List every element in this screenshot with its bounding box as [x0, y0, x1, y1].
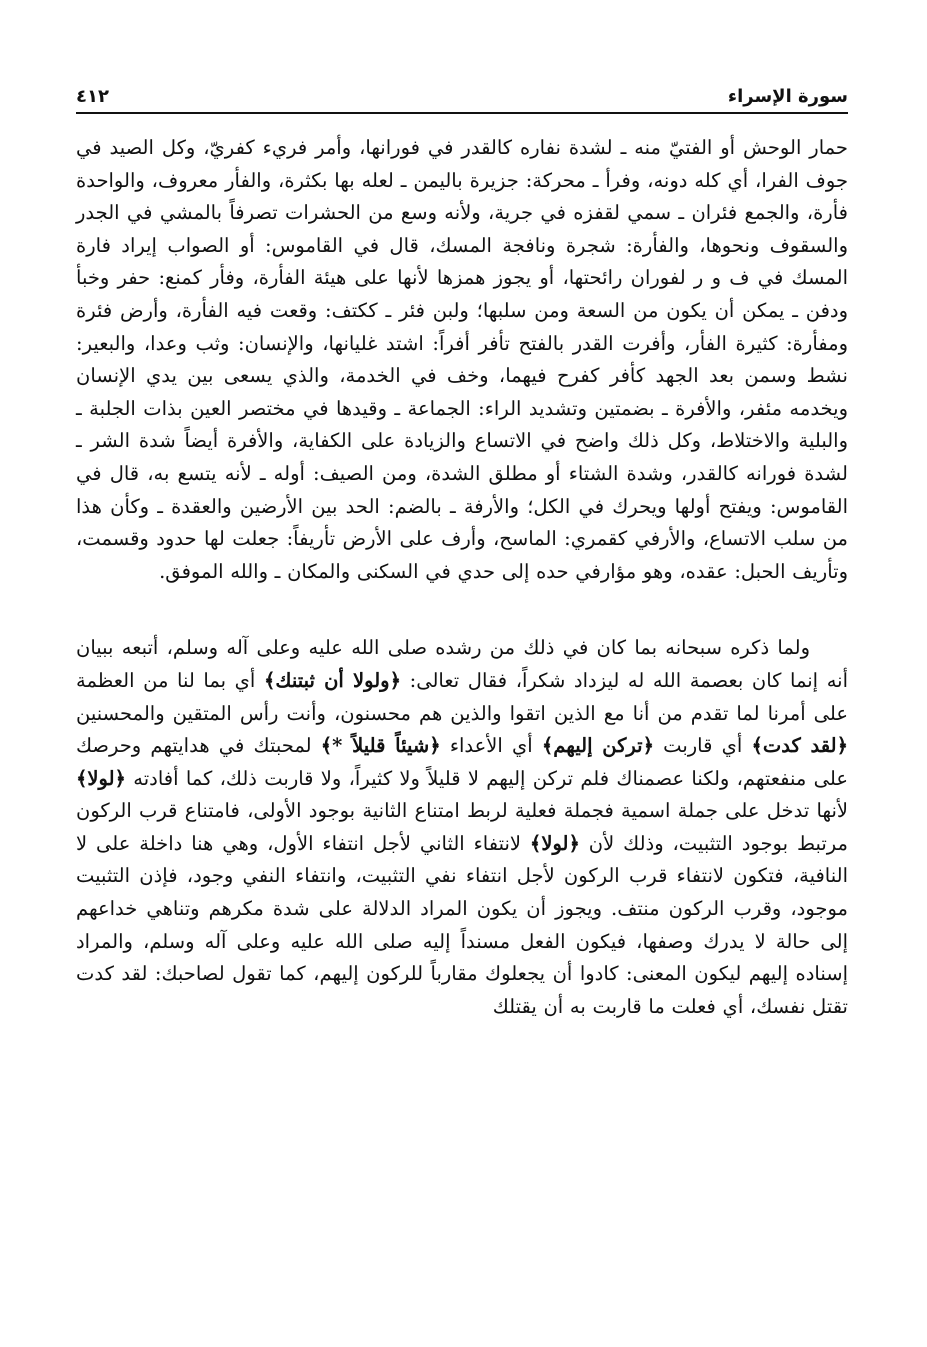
text-segment: لمحبتك في هدايتهم وحرصك على منفعتهم، ولكنا عصمناك فلم تركن إليهم لا قليلاً ولا كثيراً، ولا قاربت ذلك، كما أفادته [76, 734, 848, 790]
text-segment: أي قاربت [654, 734, 752, 758]
page-number: ٤١٢ [76, 86, 109, 107]
quran-quote: ﴿لولا﴾ [529, 831, 580, 855]
text-segment: لانتفاء الثاني لأجل انتفاء الأول، وهي هنا داخلة على لا النافية، فتكون لانتفاء قرب الركون لأجل انتفاء نفي التثبيت، وانتفاء النفي وجود، فإذن التثبيت موجود، وقرب الركون منتف. ويجوز أن يكون المراد الدلالة على شدة مكرهم وتناهي خداعهم إلى حالة لا يدرك وصفها، فيكون الفعل مسنداً إليه صلى الله عليه وعلى آله وسلم، والمراد إسناده إليهم ليكون المعنى: كادوا أن يجعلوك مقارباً للركون إليهم، كما تقول لصاحبك: لقد كدت تقتل نفسك، أي فعلت ما قاربت به أن يقتلك [76, 831, 848, 1018]
quran-quote: ﴿لولا﴾ [76, 766, 126, 790]
commentary-paragraph [76, 632, 848, 1023]
quran-quote: ﴿تركن إليهم﴾ [541, 734, 654, 758]
footnote-paragraph: حمار الوحش أو الفتيّ منه ـ لشدة نفاره كالقدر في فورانها، وأمر فريء كفريّ، وكل الصيد في جوف الفرا، أي كله دونه، وفرأ ـ محركة: جزيرة باليمن ـ لعله بها بكثرة، والفأر معروف، والواحدة فأرة، والجمع فئران ـ سمي لقفزه في جرية، ولأنه وسع من الحشرات تصرفاً بالمشي في الجدر والسقوف ونحوها، والفأرة: شجرة ونافجة المسك، قال في القاموس: أو الصواب إيراد فارة المسك في ف و ر لفوران رائحتها، أو يجوز همزها لأنها على هيئة الفأرة، وفأر كمنع: حفر وخبأ ودفن ـ يمكن أن يكون من السعة ومن سلبها؛ ولبن فئر ـ ككتف: وقعت فيه الفأرة، وأرض فئرة ومفأرة: كثيرة الفأر، وأفرت القدر بالفتح تأفر أفراً: اشتد غليانها، والإنسان: وثب وعدا، والبعير: نشط وسمن بعد الجهد كأفر كفرح فيهما، وخف في الخدمة، والذي يسعى بين يدي الإنسان ويخدمه مئفر، والأفرة ـ بضمتين وتشديد الراء: الجماعة ـ وقيدها في مختصر العين بذات الجلبة ـ والبلية والاختلاط، وكل ذلك واضح في الاتساع والزيادة على الكفاية، والأفرة أيضاً شدة الشر ـ لشدة فورانه كالقدر، وشدة الشتاء أو مطلق الشدة، ومن الصيف: أوله ـ لأنه يتسع به، قال في القاموس: ويفتح أولها ويحرك في الكل؛ والأرفة ـ بالضم: الحد بين الأرضين والعقدة ـ وكأن هذا من سلب الاتساع، والأرفي كقمري: الماسح، وأرف على الأرض تأريفاً: جعلت لها حدود وقسمت، وتأريف الحبل: عقده، وهو مؤارفي حده إلى حدي في السكنى والمكان ـ والله الموفق. [76, 136, 848, 583]
text-segment: أي الأعداء [440, 734, 542, 758]
text-segment: لأنها تدخل على جملة اسمية فجملة فعلية لربط امتناع الثانية بوجود الأولى، فامتناع قرب الركون مرتبط بوجود التثبيت، وذلك لأن [76, 799, 848, 855]
quran-quote: ﴿لقد كدت﴾ [751, 734, 849, 758]
surah-title: سورة الإسراء [727, 86, 848, 107]
text-segment: أي بما لنا من العظمة على أمرنا لما تقدم من أنا مع الذين اتقوا والذين هم محسنون، وأنت رأس المتقين والمحسنين [76, 668, 848, 725]
page-header [76, 78, 848, 114]
quran-quote: ﴿شيئاً قليلاً *﴾ [320, 734, 441, 758]
book-page [76, 78, 848, 1328]
text-segment: ولما ذكره سبحانه بما كان في ذلك من رشده صلى الله عليه وعلى آله وسلم، أتبعه ببيان أنه إنما كان بعصمة الله له ليزداد شكراً، فقال تعالى: [76, 636, 849, 692]
quran-quote: ﴿ولولا أن ثبتنك﴾ [263, 668, 402, 692]
